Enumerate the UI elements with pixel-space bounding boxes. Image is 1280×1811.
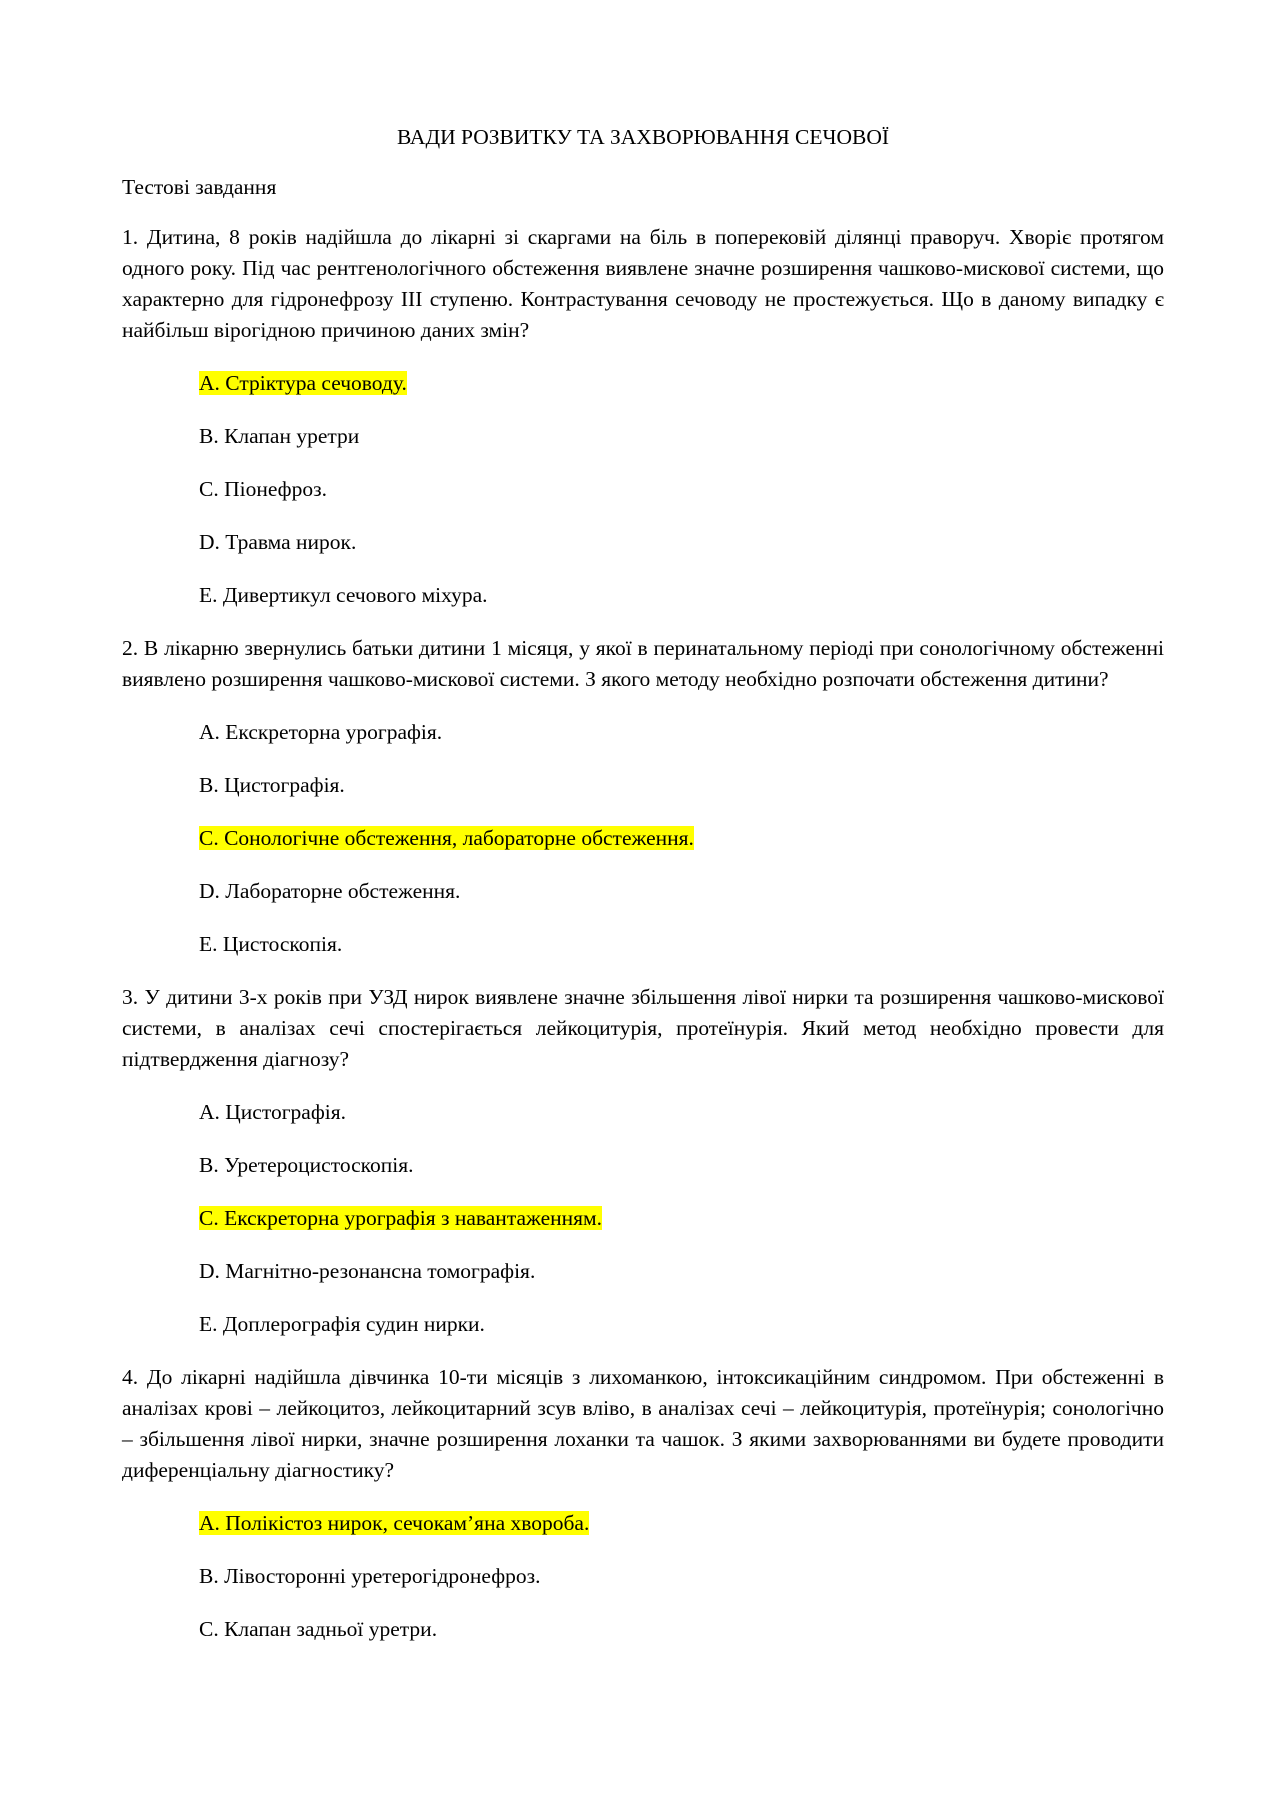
answer-options xyxy=(122,1508,1164,1645)
answer-options xyxy=(122,1097,1164,1340)
document-subtitle: Тестові завдання xyxy=(122,175,277,199)
answer-option xyxy=(122,717,1164,748)
question-3 xyxy=(122,982,1164,1340)
answer-options xyxy=(122,368,1164,611)
answer-option xyxy=(122,1508,1164,1539)
answer-option xyxy=(122,368,1164,399)
answer-label: D. Магнітно-резонансна томографія. xyxy=(199,1259,536,1283)
answer-option xyxy=(122,1561,1164,1592)
question-text: 3. У дитини 3-х років при УЗД нирок виявлене значне збільшення лівої нирки та розширення чашково-мискової системи, в аналізах сечі спостерігається лейкоцитурія, протеїнурія. Який метод необхідно провести для підтвердження діагнозу? xyxy=(122,985,1164,1071)
document-title: ВАДИ РОЗВИТКУ ТА ЗАХВОРЮВАННЯ СЕЧОВОЇ xyxy=(396,125,890,149)
question-text: 2. В лікарню звернулись батьки дитини 1 місяця, у якої в перинатальному періоді при сонологічному обстеженні виявлено розширення чашково-мискової системи. З якого методу необхідно розпочати обстеження дитини? xyxy=(122,636,1164,691)
answer-label: B. Цистографія. xyxy=(199,773,345,797)
answer-label: E. Доплерографія судин нирки. xyxy=(199,1312,485,1336)
answer-label: A. Екскреторна урографія. xyxy=(199,720,443,744)
answer-option xyxy=(122,770,1164,801)
answer-label: E. Дивертикул сечового міхура. xyxy=(199,583,488,607)
highlighted-answer-label: C. Сонологічне обстеження, лабораторне обстеження. xyxy=(199,826,694,850)
question-text: 1. Дитина, 8 років надійшла до лікарні зі скаргами на біль в поперековій ділянці праворуч. Хворіє протягом одного року. Під час рентгенологічного обстеження виявлене значне розширення чашково-мискової системи, що характерно для гідронефрозу ІІІ ступеню. Контрастування сечоводу не простежується. Що в даному випадку є найбільш вірогідною причиною даних змін? xyxy=(122,225,1164,342)
answer-options xyxy=(122,717,1164,960)
answer-option xyxy=(122,580,1164,611)
answer-label: D. Лабораторне обстеження. xyxy=(199,879,461,903)
question-2 xyxy=(122,633,1164,960)
highlighted-answer-label: A. Стріктура сечоводу. xyxy=(199,371,407,395)
answer-option xyxy=(122,527,1164,558)
answer-label: E. Цистоскопія. xyxy=(199,932,343,956)
question-4 xyxy=(122,1362,1164,1645)
answer-option xyxy=(122,876,1164,907)
question-1 xyxy=(122,222,1164,611)
answer-option xyxy=(122,1614,1164,1645)
answer-label: B. Уретероцистоскопія. xyxy=(199,1153,414,1177)
highlighted-answer-label: A. Полікістоз нирок, сечокам’яна хвороба. xyxy=(199,1511,590,1535)
question-text: 4. До лікарні надійшла дівчинка 10-ти місяців з лихоманкою, інтоксикаційним синдромом. При обстеженні в аналізах крові – лейкоцитоз, лейкоцитарний зсув вліво, в аналізах сечі – лейкоцитурія, протеїнурія; сонологічно – збільшення лівої нирки, значне розширення лоханки та чашок. З якими захворюваннями ви будете проводити диференціальну діагностику? xyxy=(122,1365,1164,1482)
answer-option xyxy=(122,929,1164,960)
answer-label: B. Лівосторонні уретерогідронефроз. xyxy=(199,1564,541,1588)
answer-label: C. Піонефроз. xyxy=(199,477,327,501)
answer-label: C. Клапан задньої уретри. xyxy=(199,1617,438,1641)
answer-label: B. Клапан уретри xyxy=(199,424,360,448)
answer-option xyxy=(122,474,1164,505)
highlighted-answer-label: C. Екскреторна урографія з навантаженням. xyxy=(199,1206,603,1230)
document-body xyxy=(122,122,1164,1667)
answer-label: A. Цистографія. xyxy=(199,1100,346,1124)
answer-label: D. Травма нирок. xyxy=(199,530,357,554)
answer-option xyxy=(122,1097,1164,1128)
question-list xyxy=(122,222,1164,1645)
answer-option xyxy=(122,421,1164,452)
answer-option xyxy=(122,1203,1164,1234)
answer-option xyxy=(122,1256,1164,1287)
answer-option xyxy=(122,1150,1164,1181)
answer-option xyxy=(122,1309,1164,1340)
answer-option xyxy=(122,823,1164,854)
